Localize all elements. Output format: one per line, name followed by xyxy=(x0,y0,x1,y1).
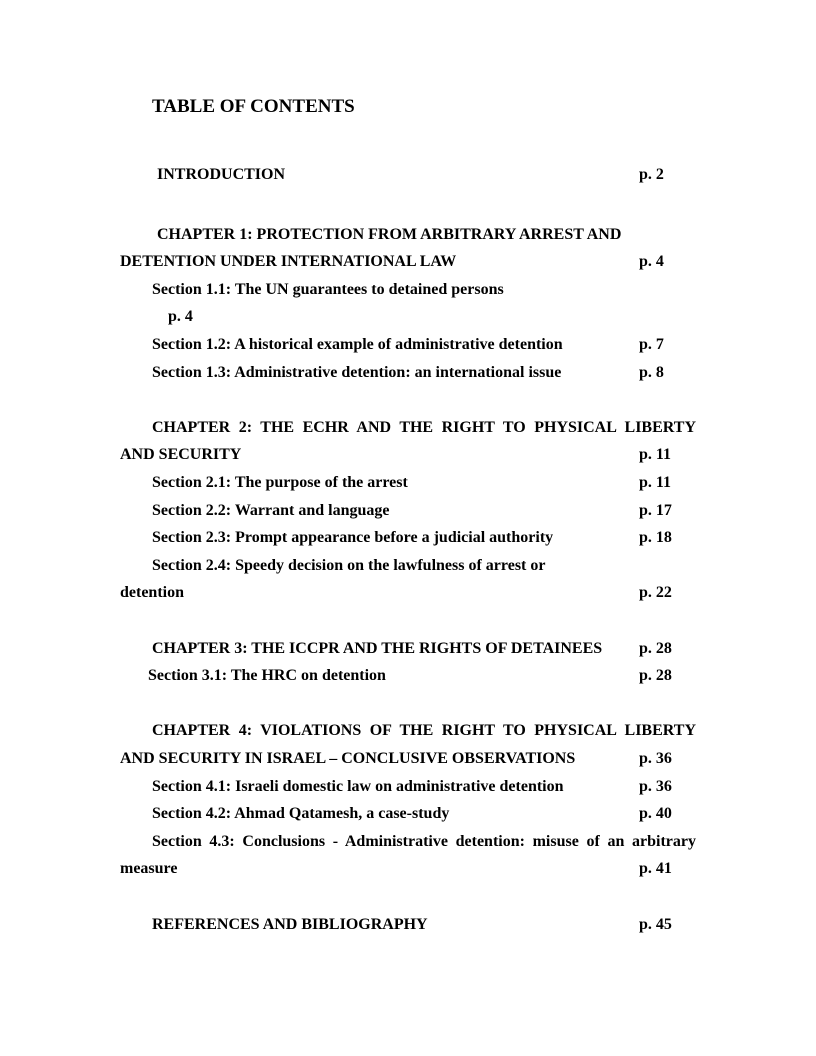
toc-page-section-2-2: p. 17 xyxy=(639,502,672,519)
toc-entry-section-2-2: Section 2.2: Warrant and language xyxy=(152,502,390,519)
toc-page-section-1-3: p. 8 xyxy=(639,364,664,381)
toc-entry-section-4-3-line-2: measure xyxy=(120,860,178,877)
toc-entry-section-2-1: Section 2.1: The purpose of the arrest xyxy=(152,474,408,491)
toc-entry-chapter-2-line-2: AND SECURITY xyxy=(120,446,242,463)
toc-page-section-4-2: p. 40 xyxy=(639,805,672,822)
toc-entry-section-1-1: Section 1.1: The UN guarantees to detained persons xyxy=(152,281,504,298)
toc-page-section-2-3: p. 18 xyxy=(639,529,672,546)
toc-entry-section-4-2: Section 4.2: Ahmad Qatamesh, a case-study xyxy=(152,805,450,822)
toc-entry-chapter-4-line-1: CHAPTER 4: VIOLATIONS OF THE RIGHT TO PHYSICAL LIBERTY xyxy=(152,722,696,739)
toc-page-section-2-1: p. 11 xyxy=(639,474,672,491)
toc-entry-chapter-1-line-1: CHAPTER 1: PROTECTION FROM ARBITRARY ARREST AND xyxy=(157,226,622,243)
toc-page-section-1-2: p. 7 xyxy=(639,336,664,353)
toc-page-chapter-2: p. 11 xyxy=(639,446,672,463)
toc-entry-section-4-1: Section 4.1: Israeli domestic law on administrative detention xyxy=(152,778,564,795)
toc-page-chapter-4: p. 36 xyxy=(639,750,672,767)
toc-entry-section-2-4-line-2: detention xyxy=(120,584,184,601)
toc-entry-chapter-2 xyxy=(120,419,696,437)
toc-page-section-4-1: p. 36 xyxy=(639,778,672,795)
toc-entry-chapter-1-line-2: DETENTION UNDER INTERNATIONAL LAW xyxy=(120,253,457,270)
toc-entry-section-1-3: Section 1.3: Administrative detention: an international issue xyxy=(152,364,562,381)
toc-entry-chapter-4-line-2: AND SECURITY IN ISRAEL – CONCLUSIVE OBSERVATIONS xyxy=(120,750,576,767)
page-title: TABLE OF CONTENTS xyxy=(152,96,355,117)
toc-entry-section-2-4-line-1: Section 2.4: Speedy decision on the lawfulness of arrest or xyxy=(152,557,546,574)
toc-entry-section-2-3: Section 2.3: Prompt appearance before a judicial authority xyxy=(152,529,554,546)
toc-page-chapter-3: p. 28 xyxy=(639,640,672,657)
toc-page-section-3-1: p. 28 xyxy=(639,667,672,684)
toc-entry-section-4-3 xyxy=(120,833,696,851)
toc-entry-section-3-1: Section 3.1: The HRC on detention xyxy=(148,667,386,684)
toc-page-chapter-1: p. 4 xyxy=(639,253,664,270)
toc-entry-introduction: INTRODUCTION xyxy=(157,166,286,183)
toc-entry-chapter-2-line-1: CHAPTER 2: THE ECHR AND THE RIGHT TO PHYSICAL LIBERTY xyxy=(152,419,696,436)
toc-entry-chapter-3: CHAPTER 3: THE ICCPR AND THE RIGHTS OF DETAINEES xyxy=(152,640,603,657)
toc-page-introduction: p. 2 xyxy=(639,166,664,183)
toc-entry-section-4-3-line-1: Section 4.3: Conclusions - Administrative detention: misuse of an arbitrary xyxy=(152,833,696,850)
toc-page-section-2-4: p. 22 xyxy=(639,584,672,601)
toc-page-references: p. 45 xyxy=(639,916,672,933)
toc-entry-chapter-4 xyxy=(120,722,696,740)
toc-page-section-4-3: p. 41 xyxy=(639,860,672,877)
toc-entry-section-1-2: Section 1.2: A historical example of administrative detention xyxy=(152,336,563,353)
toc-page-section-1-1: p. 4 xyxy=(168,308,193,325)
toc-entry-references: REFERENCES AND BIBLIOGRAPHY xyxy=(152,916,428,933)
